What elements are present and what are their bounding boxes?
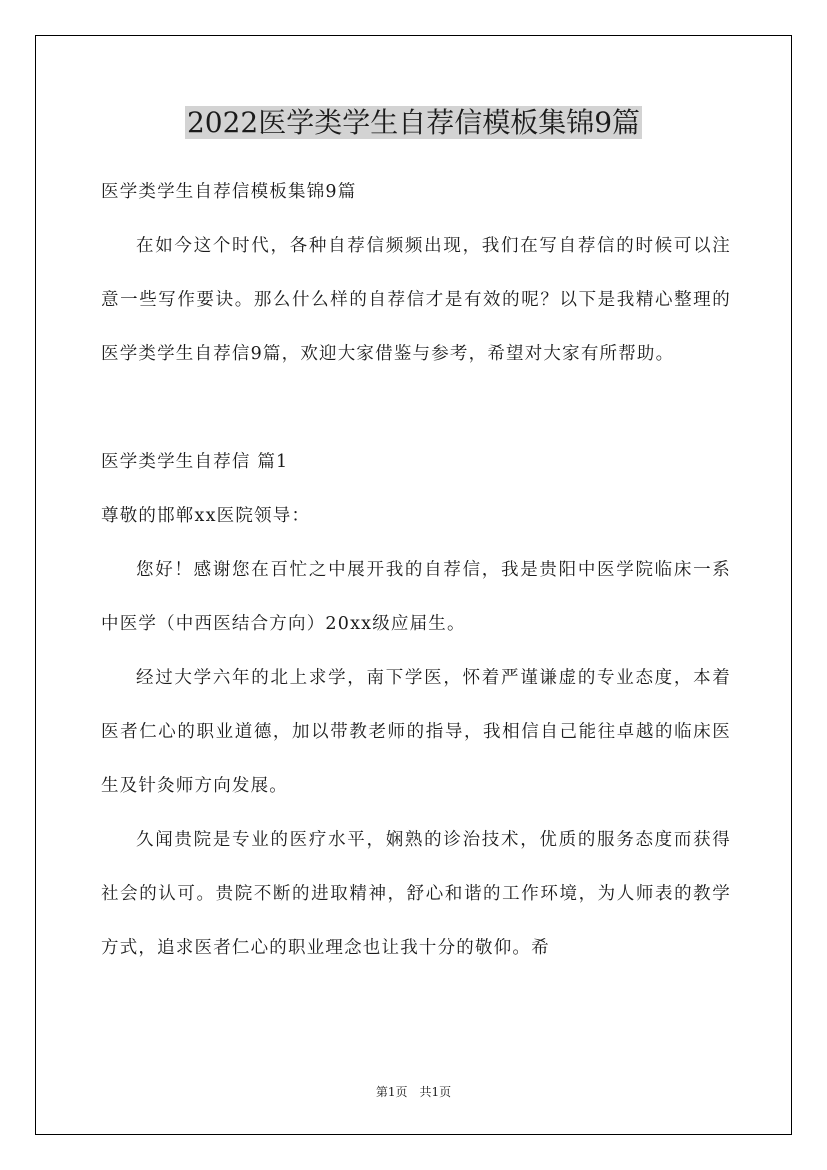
section-heading: 医学类学生自荐信 篇1 (101, 452, 289, 472)
letter-salutation: 尊敬的邯郸xx医院领导： (101, 506, 311, 526)
letter-paragraph: 您好！感谢您在百忙之中展开我的自荐信，我是贵阳中医学院临床一系中医学（中西医结合方向）20xx级应届生。 (101, 560, 731, 634)
document-title-text: 2022医学类学生自荐信模板集锦9篇 (186, 106, 641, 139)
page-footer (0, 1083, 827, 1101)
intro-paragraph: 在如今这个时代，各种自荐信频频出现，我们在写自荐信的时候可以注意一些写作要诀。那么什么样的自荐信才是有效的呢？以下是我精心整理的医学类学生自荐信9篇，欢迎大家借鉴与参考，希望对大家有所帮助。 (101, 236, 731, 364)
document-body (101, 165, 731, 975)
document-title (0, 103, 827, 143)
page-number: 第1页 共1页 (375, 1085, 452, 1099)
document-subtitle: 医学类学生自荐信模板集锦9篇 (101, 182, 357, 202)
paragraph-spacer (101, 381, 731, 435)
letter-paragraph: 经过大学六年的北上求学，南下学医，怀着严谨谦虚的专业态度，本着医者仁心的职业道德，加以带教老师的指导，我相信自己能往卓越的临床医生及针灸师方向发展。 (101, 668, 731, 796)
letter-paragraph: 久闻贵院是专业的医疗水平，娴熟的诊治技术，优质的服务态度而获得社会的认可。贵院不断的进取精神，舒心和谐的工作环境，为人师表的教学方式，追求医者仁心的职业理念也让我十分的敬仰。希 (101, 830, 731, 958)
